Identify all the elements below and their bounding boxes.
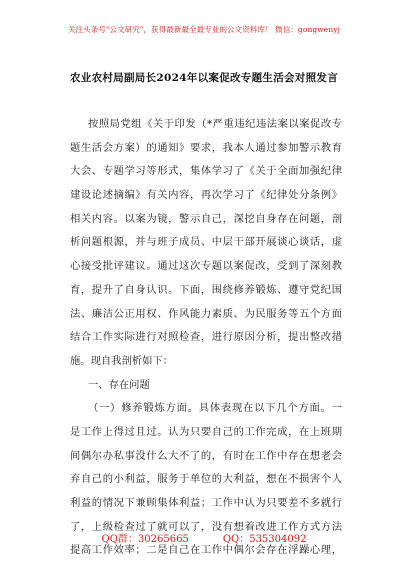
body-line: 题生活会方案）的通知》要求，我本人通过参加警示教育 bbox=[70, 141, 342, 154]
document-body bbox=[70, 113, 342, 563]
body-line: 施。现自我剖析如下： bbox=[70, 354, 173, 367]
body-line: 结合工作实际进行对照检查，进行原因分析，提出整改措 bbox=[70, 331, 342, 344]
body-line: 间偶尔办私事没什么大不了的，有时在工作中存在想老会 bbox=[70, 449, 342, 462]
body-line: 是工作上得过且过。认为只要自己的工作完成，在上班期 bbox=[70, 425, 342, 438]
body-line: 析问题根源，并与班子成员、中层干部开展谈心谈话，虚 bbox=[70, 236, 342, 249]
body-line: 提高工作效率；二是自己在工作中偶尔会存在浮躁心理， bbox=[70, 544, 342, 557]
body-line: 建设论述摘编》有关内容，再次学习了《纪律处分条例》 bbox=[70, 189, 342, 202]
body-line: 相关内容。以案为镜，警示自己，深挖自身存在问题，剖 bbox=[70, 212, 342, 225]
document-title: 农业农村局副局长2024年以案促改专题生活会对照发言 bbox=[69, 72, 339, 84]
body-line: 了，上级检查过了就可以了，没有想着改进工作方式方法 bbox=[70, 520, 342, 533]
body-line: 按照局党组《关于印发（*严重违纪违法案以案促改专 bbox=[88, 118, 342, 130]
qq-group-number: QQ群：30265665 bbox=[101, 534, 189, 545]
body-line: 心接受批评建议。通过这次专题以案促改，受到了深刻教 bbox=[70, 260, 342, 273]
section-heading: 一、存在问题 bbox=[88, 378, 150, 391]
body-line: （一）修养锻炼方面。具体表现在以下几个方面。一 bbox=[88, 402, 342, 415]
body-line: 弃自己的小利益，服务于单位的大利益，想在不损害个人 bbox=[70, 473, 342, 486]
footer-contact bbox=[0, 530, 408, 545]
body-line: 利益的情况下兼顾集体利益；工作中认为只要差不多就行 bbox=[70, 497, 342, 509]
body-line: 法、廉洁公正用权、作风能力素质、为民服务等五个方面 bbox=[70, 307, 342, 320]
body-line: 育，提升了自身认识。下面，围绕修养锻炼、遵守党纪国 bbox=[70, 283, 342, 296]
qq-number: QQ：535304092 bbox=[222, 534, 307, 545]
body-line: 大会、专题学习等形式，集体学习了《关于全面加强纪律 bbox=[70, 165, 342, 178]
header-banner: 关注头条号"公文研究"，获得最新最全最专业的公文资料库！ 微信：gongwenyj bbox=[67, 25, 341, 34]
